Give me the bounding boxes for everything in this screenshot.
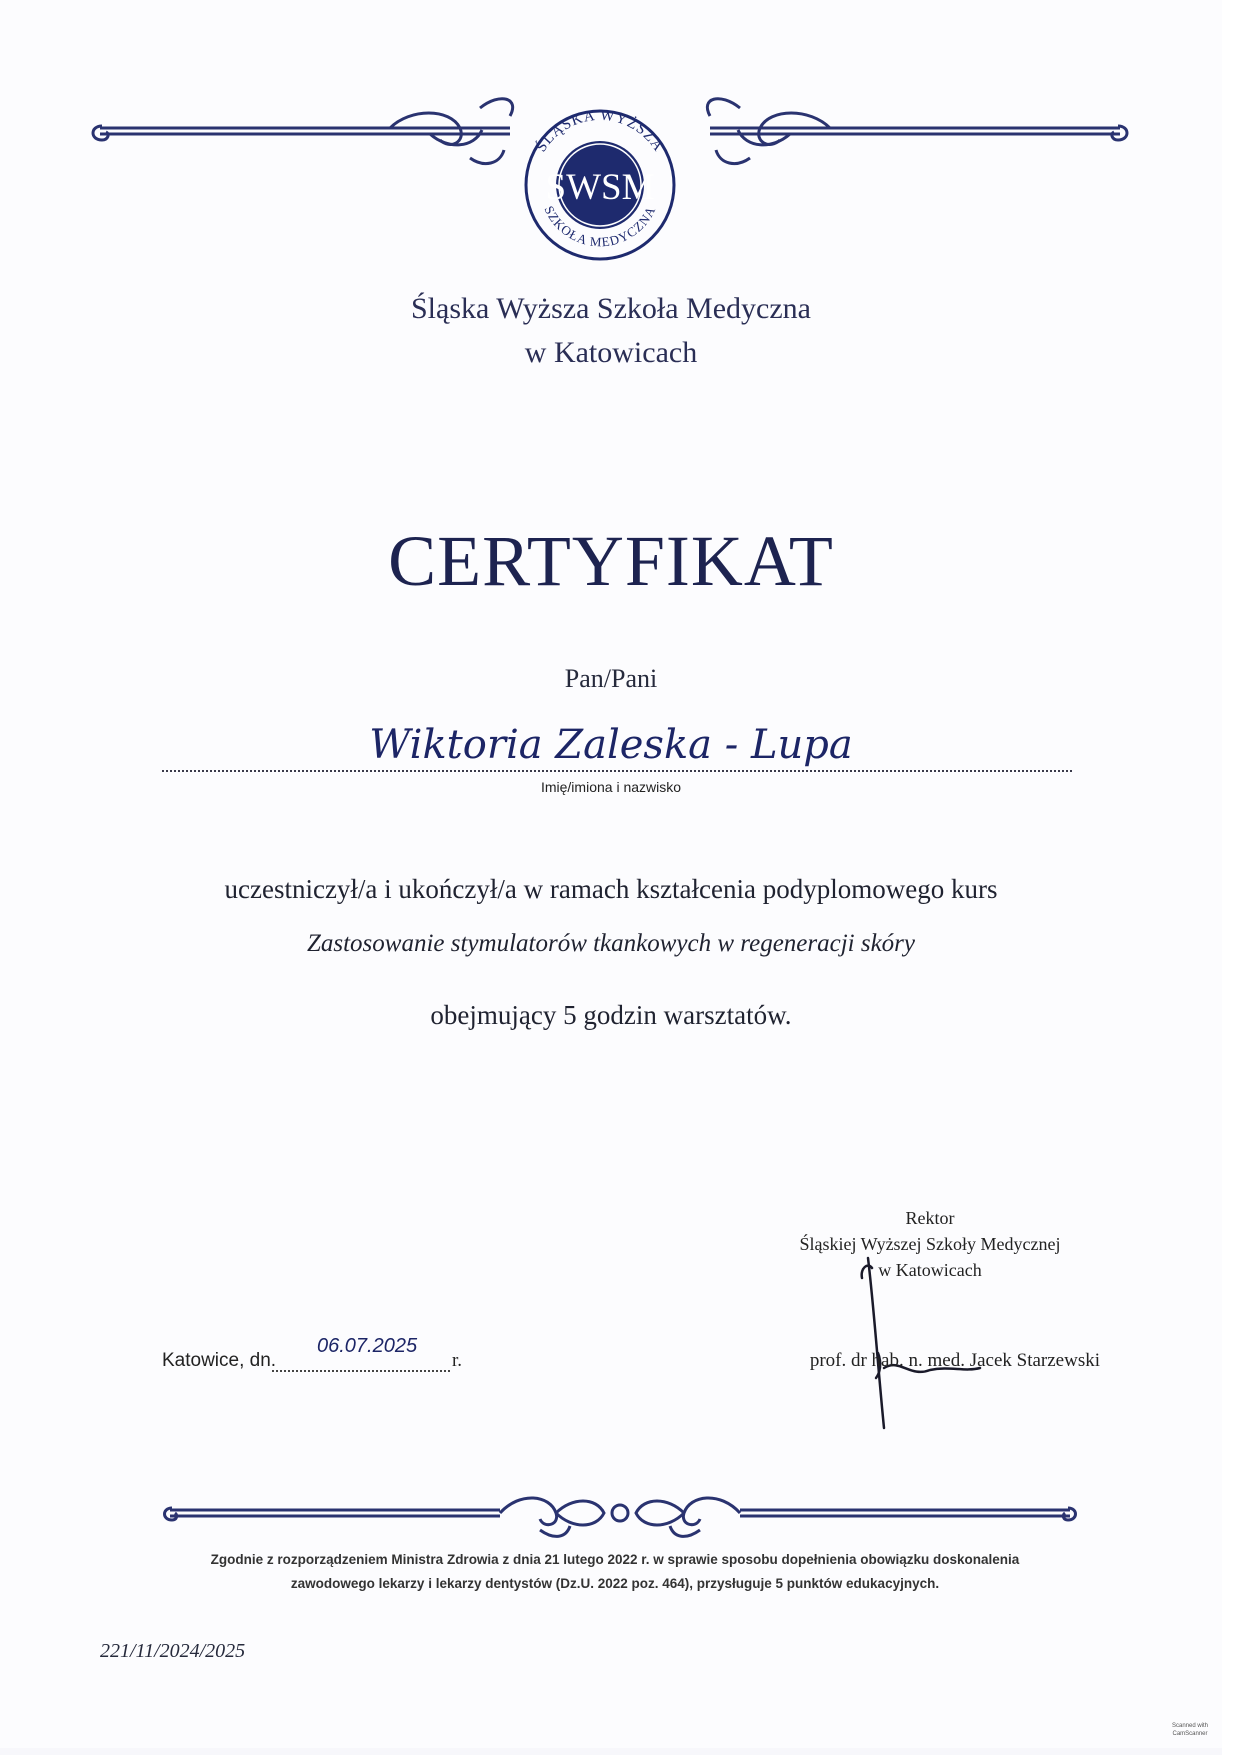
course-hours: obejmujący 5 godzin warsztatów. [430, 1000, 792, 1030]
swsm-logo [505, 95, 695, 275]
recipient-name: Wiktoria Zaleska - Lupa [369, 722, 853, 768]
scanner-watermark-line1: Scanned with [1171, 1723, 1209, 1729]
date-dotted-line [272, 1370, 450, 1372]
course-title: Zastosowanie stymulatorów tkankowych w regeneracji skóry [306, 930, 916, 957]
salutation: Pan/Pani [564, 664, 658, 693]
regulation-note-line1: Zgodnie z rozporządzeniem Ministra Zdrowia z dnia 21 lutego 2022 r. w sprawie sposobu dopełnienia obowiązku doskonalenia [210, 1552, 1020, 1567]
issue-date: 06.07.2025 [317, 1335, 418, 1357]
logo-ring-top-text: ŚLĄSKA WYŻSZA [533, 107, 667, 155]
logo-acronym: SWSM [545, 167, 655, 208]
bottom-ornament [160, 1480, 1080, 1550]
name-caption: Imię/imiona i nazwisko [540, 779, 682, 795]
document-number: 221/11/2024/2025 [100, 1640, 246, 1662]
rector-name: prof. dr hab. n. med. Jacek Starzewski [809, 1350, 1100, 1371]
rector-city: w Katowicach [878, 1260, 982, 1280]
scanner-watermark-line2: CamScanner [1172, 1731, 1208, 1737]
certificate-title: CERTYFIKAT [388, 521, 834, 601]
place-prefix: Katowice, dn. [162, 1350, 277, 1371]
scanner-watermark [1166, 1722, 1214, 1746]
rector-title: Rektor [905, 1208, 955, 1228]
logo-ring-bottom-text: SZKOŁA MEDYCZNA [541, 203, 659, 250]
completion-statement: uczestniczył/a i ukończył/a w ramach kształcenia podyplomowego kurs [224, 874, 998, 904]
scan-edge [1222, 0, 1241, 1755]
rector-institution: Śląskiej Wyższej Szkoły Medycznej [799, 1234, 1061, 1254]
institution-city: w Katowicach [524, 336, 698, 369]
institution-name: Śląska Wyższa Szkoła Medyczna [410, 292, 811, 325]
date-suffix: r. [452, 1350, 463, 1371]
name-dotted-line [162, 770, 1072, 772]
regulation-note-line2: zawodowego lekarzy i lekarzy dentystów (Dz.U. 2022 poz. 464), przysługuje 5 punktów edukacyjnych. [290, 1576, 940, 1591]
rector-signature [840, 1238, 1000, 1438]
